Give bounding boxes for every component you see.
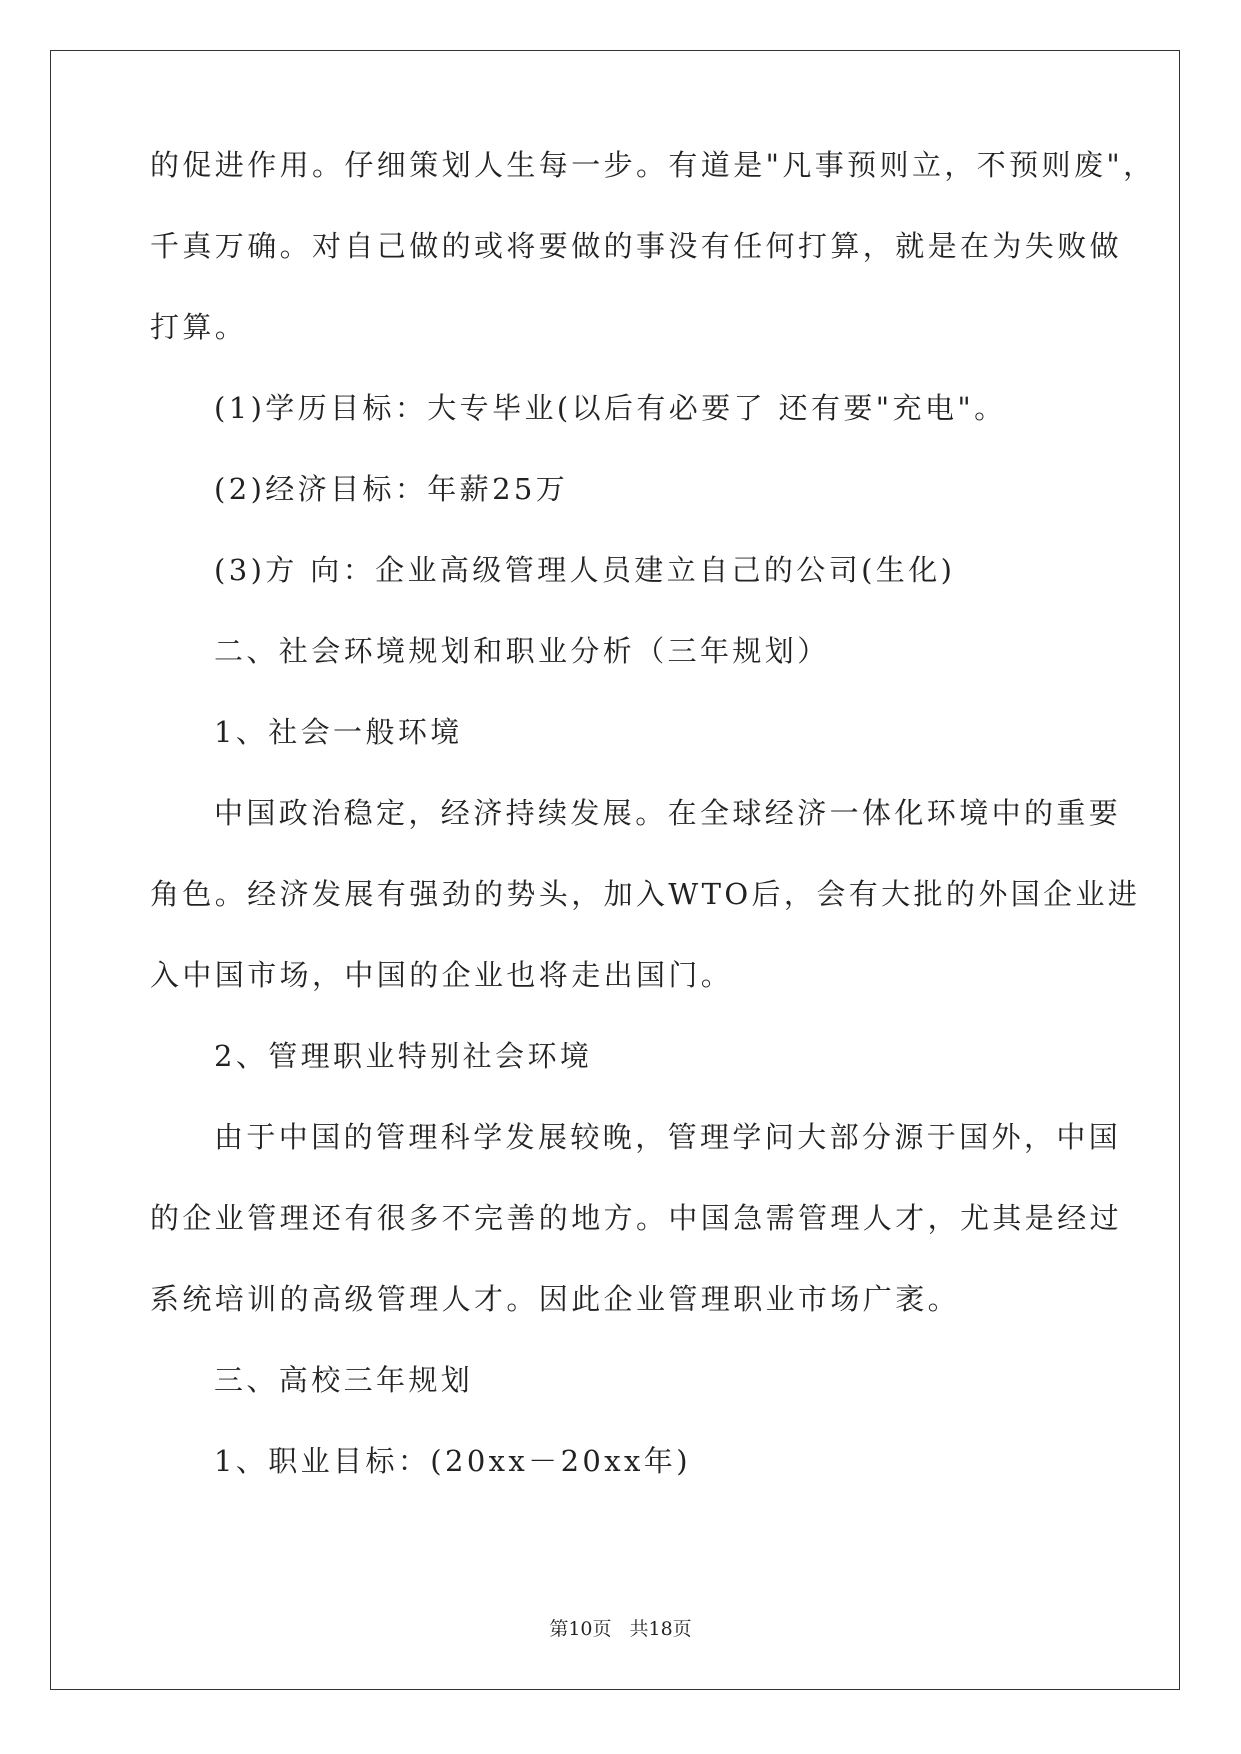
text-line: (3)方 向：企业高级管理人员建立自己的公司(生化) — [214, 553, 956, 587]
text-line: 打算。 — [150, 310, 248, 344]
section-heading: 三、高校三年规划 — [214, 1363, 474, 1397]
page-number: 第10页 — [549, 1618, 612, 1640]
text-line: 的企业管理还有很多不完善的地方。中国急需管理人才，尤其是经过 — [150, 1201, 1123, 1235]
text-line: 入中国市场，中国的企业也将走出国门。 — [150, 958, 734, 992]
text-line: (2)经济目标：年薪25万 — [214, 472, 569, 506]
subsection-heading: 1、职业目标：(20xx－20xx年) — [214, 1444, 691, 1478]
text-line: 千真万确。对自己做的或将要做的事没有任何打算，就是在为失败做 — [150, 229, 1123, 263]
text-line: 系统培训的高级管理人才。因此企业管理职业市场广袤。 — [150, 1282, 961, 1316]
text-line: (1)学历目标：大专毕业(以后有必要了 还有要"充电"。 — [214, 391, 1007, 425]
document-body — [150, 145, 1156, 1522]
text-line: 的促进作用。仔细策划人生每一步。有道是"凡事预则立，不预则废"， — [150, 148, 1156, 182]
text-line: 中国政治稳定，经济持续发展。在全球经济一体化环境中的重要 — [214, 796, 1122, 830]
text-line: 角色。经济发展有强劲的势头，加入WTO后，会有大批的外国企业进 — [150, 877, 1141, 911]
subsection-heading: 2、管理职业特别社会环境 — [214, 1039, 593, 1073]
subsection-heading: 1、社会一般环境 — [214, 715, 463, 749]
text-line: 由于中国的管理科学发展较晚，管理学问大部分源于国外，中国 — [214, 1120, 1122, 1154]
section-heading: 二、社会环境规划和职业分析（三年规划） — [214, 634, 830, 668]
page-footer — [0, 1614, 1241, 1641]
page-total: 共18页 — [629, 1618, 692, 1640]
